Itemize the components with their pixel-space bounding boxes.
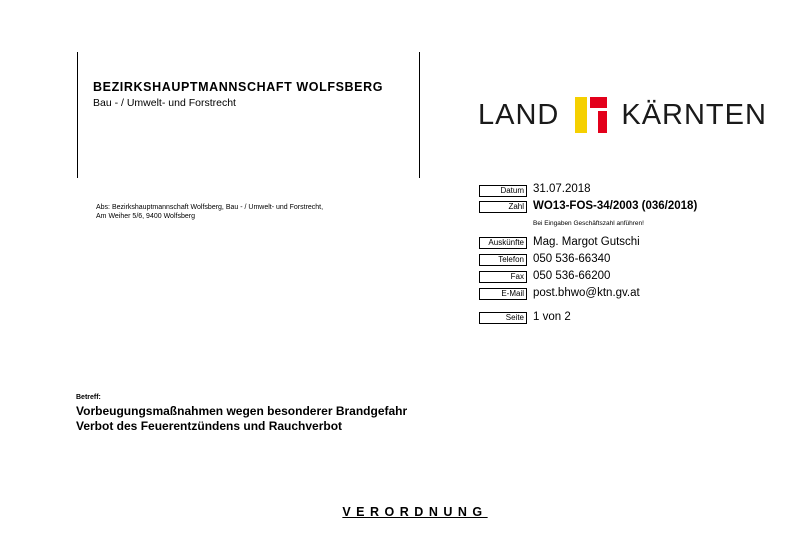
authority-name: BEZIRKSHAUPTMANNSCHAFT WOLFSBERG [93, 80, 384, 94]
email-label: E-Mail [479, 288, 527, 300]
betreff-line-1: Vorbeugungsmaßnahmen wegen besonderer Brandgefahr [76, 404, 408, 418]
datum-label: Datum [479, 185, 527, 197]
land-kaernten-logo [478, 95, 767, 135]
email-value[interactable]: post.bhwo@ktn.gv.at [533, 287, 640, 299]
address-window-right-border [419, 52, 420, 178]
sender-address [96, 203, 323, 221]
datum-value: 31.07.2018 [533, 183, 591, 195]
seite-label: Seite [479, 312, 527, 324]
sender-line-1: Abs: Bezirkshauptmannschaft Wolfsberg, Bau - / Umwelt- und Forstrecht, [96, 204, 324, 211]
telefon-value: 050 536-66340 [533, 253, 611, 265]
zahl-note: Bei Eingaben Geschäftszahl anführen! [533, 220, 644, 227]
zahl-label: Zahl [479, 201, 527, 213]
seite-value: 1 von 2 [533, 311, 571, 323]
auskuenfte-label: Auskünfte [479, 237, 527, 249]
fax-label: Fax [479, 271, 527, 283]
telefon-label: Telefon [479, 254, 527, 266]
logo-mark-icon [575, 97, 607, 133]
document-title: VERORDNUNG [342, 505, 488, 519]
auskuenfte-value: Mag. Margot Gutschi [533, 236, 640, 248]
logo-text-right: KÄRNTEN [621, 98, 767, 131]
sender-line-2: Am Weiher 5/6, 9400 Wolfsberg [96, 213, 195, 220]
zahl-value: WO13-FOS-34/2003 (036/2018) [533, 200, 698, 212]
betreff-line-2: Verbot des Feuerentzündens und Rauchverbot [76, 419, 343, 433]
betreff-label: Betreff: [76, 394, 101, 401]
fax-value: 050 536-66200 [533, 270, 611, 282]
address-window-left-border [77, 52, 78, 178]
authority-department: Bau - / Umwelt- und Forstrecht [93, 97, 236, 109]
logo-text-left: LAND [478, 98, 560, 131]
